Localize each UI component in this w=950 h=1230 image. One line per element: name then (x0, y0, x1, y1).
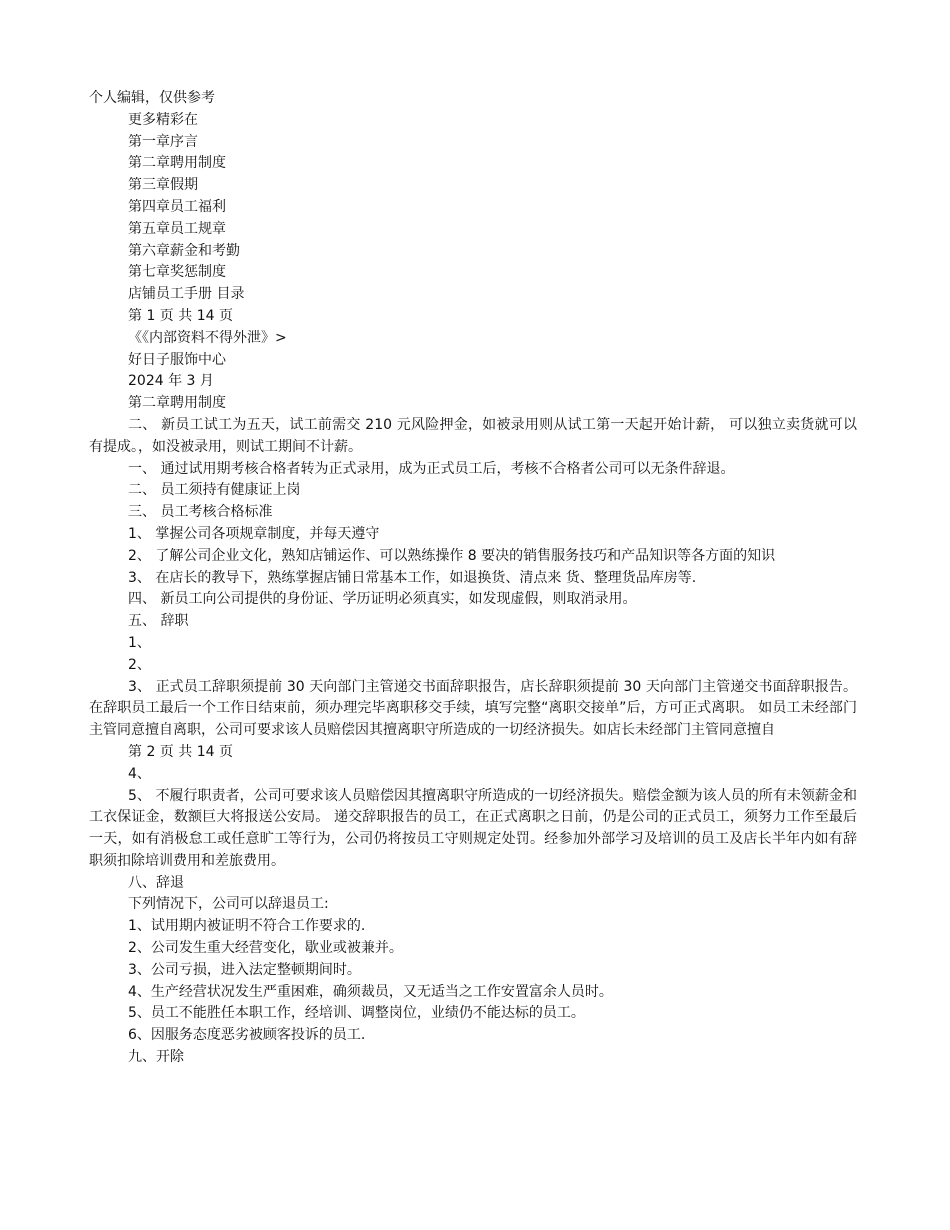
toc-item-5: 第五章员工规章 (128, 220, 226, 237)
expulsion-heading: 九、开除 (128, 1049, 184, 1066)
item-assessment-standard: 三、 员工考核合格标准 (128, 504, 273, 521)
item-documents: 四、 新员工向公司提供的身份证、学历证明必须真实，如发现虚假，则取消录用。 (128, 591, 637, 608)
toc-item-2: 第二章聘用制度 (128, 155, 226, 172)
document-date: 2024 年 3 月 (128, 373, 214, 390)
company-name: 好日子服饰中心 (128, 351, 226, 368)
dismissal-item-4: 4、生产经营状况发生严重困难，确须裁员，又无适当之工作安置富余人员时。 (128, 983, 613, 1000)
chapter-heading: 第二章聘用制度 (128, 395, 226, 412)
standard-1: 1、 掌握公司各项规章制度，并每天遵守 (128, 525, 380, 542)
toc-item-4: 第四章员工福利 (128, 198, 226, 215)
resignation-1: 1、 (128, 634, 151, 651)
toc-item-1: 第一章序言 (128, 133, 198, 150)
toc-title: 店铺员工手册 目录 (128, 286, 245, 303)
dismissal-item-6: 6、因服务态度恶劣被顾客投诉的员工. (128, 1027, 366, 1044)
dismissal-intro: 下列情况下，公司可以辞退员工: (128, 896, 329, 913)
resignation-3: 3、 正式员工辞职须提前 30 天向部门主管递交书面辞职报告，店长辞职须提前 30 天向部门主管递交书面辞职报告。 在辞职员工最后一个工作日结束前，须办理完毕离职移交手续，填写完整“离职交接单”后，方可正式离职。 如员工未经部门主管同意擅自离职，公司可要求该人员赔偿因其擅离职守所造成的一切经济损失。如店长未经部门主管同意擅自 (89, 678, 857, 739)
page-number: 第 2 页 共 14 页 (128, 743, 233, 760)
dismissal-item-2: 2、公司发生重大经营变化，歇业或被兼并。 (128, 940, 403, 957)
header-note: 个人编辑，仅供参考 (89, 90, 215, 106)
more-link-text: 更多精彩在 (128, 111, 198, 128)
toc-item-7: 第七章奖惩制度 (128, 264, 226, 281)
toc-item-3: 第三章假期 (128, 177, 198, 194)
paragraph-trial-period: 二、 新员工试工为五天，试工前需交 210 元风险押金，如被录用则从试工第一天起开始计薪， 可以独立卖货就可以有提成。，如没被录用，则试工期间不计薪。 (89, 416, 857, 455)
resignation-2: 2、 (128, 656, 151, 673)
dismissal-item-3: 3、公司亏损，进入法定整顿期间时。 (128, 961, 361, 978)
dismissal-item-1: 1、试用期内被证明不符合工作要求的. (128, 918, 366, 935)
standard-3: 3、 在店长的教导下，熟练掌握店铺日常基本工作，如退换货、清点来 货、整理货品库房等. (128, 569, 697, 586)
dismissal-item-5: 5、员工不能胜任本职工作，经培训、调整岗位，业绩仍不能达标的员工。 (128, 1005, 585, 1022)
standard-2: 2、 了解公司企业文化，熟知店铺运作、可以熟练操作 8 要决的销售服务技巧和产品知识等各方面的知识 (128, 547, 776, 564)
resignation-5: 5、 不履行职责者，公司可要求该人员赔偿因其擅离职守所造成的一切经济损失。赔偿金额为该人员的所有未领薪金和工衣保证金，数额巨大将报送公安局。 递交辞职报告的员工，在正式离职之日前，仍是公司的正式员工，须努力工作至最后一天，如有消极怠工或任意旷工等行为，公司仍将按员工守则规定处罚。经参加外部学习及培训的员工及店长半年内如有辞职须扣除培训费用和差旅费用。 (89, 787, 857, 869)
dismissal-heading: 八、辞退 (128, 874, 184, 891)
page-number: 第 1 页 共 14 页 (128, 307, 233, 324)
paragraph-probation: 一、 通过试用期考核合格者转为正式录用，成为正式员工后，考核不合格者公司可以无条件辞退。 (128, 460, 735, 477)
item-health-cert: 二、 员工须持有健康证上岗 (128, 482, 301, 499)
resignation-heading: 五、 辞职 (128, 613, 189, 630)
document-page (89, 88, 857, 1069)
toc-item-6: 第六章薪金和考勤 (128, 242, 240, 259)
confidential-note: 《《内部资料不得外泄》> (128, 329, 287, 346)
resignation-4: 4、 (128, 765, 151, 782)
